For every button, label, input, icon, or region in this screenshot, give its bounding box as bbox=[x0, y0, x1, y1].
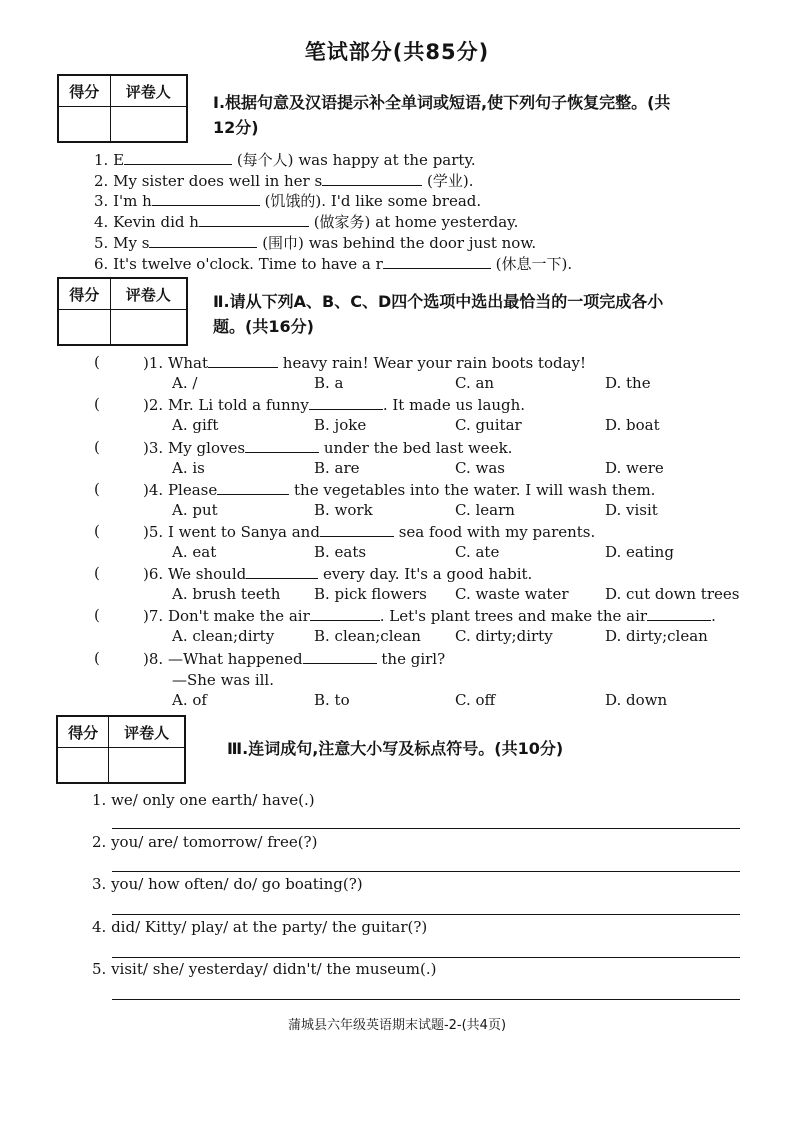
score-label: 得分 bbox=[58, 75, 110, 107]
answer-line[interactable] bbox=[112, 999, 740, 1000]
grader-cell[interactable] bbox=[110, 310, 187, 346]
grader-cell[interactable] bbox=[110, 107, 187, 143]
answer-line[interactable] bbox=[112, 957, 740, 958]
grader-label: 评卷人 bbox=[110, 75, 187, 107]
option-d[interactable]: D. eating bbox=[605, 543, 674, 561]
item-prefix: My sister does well in her s bbox=[113, 172, 323, 190]
s3-item-1: 1. we/ only one earth/ have(.) bbox=[92, 791, 315, 809]
question-prefix: —What happened bbox=[167, 650, 303, 668]
option-b[interactable]: B. work bbox=[314, 501, 373, 519]
item-prefix: E bbox=[113, 151, 125, 169]
question-prefix: Mr. Li told a funny bbox=[167, 396, 309, 414]
item-prefix: Kevin did h bbox=[113, 213, 199, 231]
section2-heading bbox=[213, 289, 663, 339]
section1-heading-line2: 12分) bbox=[213, 118, 259, 137]
chinese-hint: (休息一下) bbox=[495, 255, 568, 273]
s1-item-4 bbox=[94, 212, 518, 232]
page-footer: 蒲城县六年级英语期末试题-2-(共4页) bbox=[287, 1018, 507, 1033]
section2-heading-line1: Ⅱ.请从下列A、B、C、D四个选项中选出最恰当的一项完成各小 bbox=[213, 292, 664, 311]
option-b[interactable]: B. joke bbox=[314, 416, 367, 434]
section1-heading-line1: Ⅰ.根据句意及汉语提示补全单词或短语,使下列句子恢复完整。(共 bbox=[213, 93, 671, 112]
chinese-hint: (学业) bbox=[426, 172, 469, 190]
answer-blank[interactable] bbox=[246, 564, 318, 579]
answer-line[interactable] bbox=[112, 914, 740, 915]
item-number: 1. bbox=[94, 151, 109, 169]
answer-blank[interactable] bbox=[647, 606, 711, 621]
question-number: )8. bbox=[143, 650, 164, 668]
question-prefix: We should bbox=[167, 565, 247, 583]
option-c[interactable]: C. learn bbox=[455, 501, 515, 519]
option-b[interactable]: B. are bbox=[314, 459, 360, 477]
question-number: )7. bbox=[143, 607, 164, 625]
option-a[interactable]: A. / bbox=[172, 374, 198, 392]
score-box-1 bbox=[57, 74, 188, 143]
s3-item-5: 5. visit/ she/ yesterday/ didn't/ the museum(.) bbox=[92, 960, 437, 978]
answer-paren[interactable]: ( bbox=[94, 564, 100, 582]
s2-question-2 bbox=[143, 395, 525, 415]
answer-paren[interactable]: ( bbox=[94, 480, 100, 498]
option-c[interactable]: C. dirty;dirty bbox=[455, 627, 553, 645]
item-prefix: My s bbox=[113, 234, 150, 252]
option-c[interactable]: C. was bbox=[455, 459, 505, 477]
answer-blank[interactable] bbox=[149, 233, 257, 248]
option-b[interactable]: B. eats bbox=[314, 543, 367, 561]
question-suffix: the girl? bbox=[381, 650, 446, 668]
answer-paren[interactable]: ( bbox=[94, 522, 100, 540]
s3-item-2: 2. you/ are/ tomorrow/ free(?) bbox=[92, 833, 318, 851]
option-d[interactable]: D. down bbox=[605, 691, 668, 709]
grader-cell[interactable] bbox=[109, 748, 185, 784]
question-prefix: What bbox=[167, 354, 209, 372]
question-number: )2. bbox=[143, 396, 164, 414]
answer-paren[interactable]: ( bbox=[94, 606, 100, 624]
score-box-3 bbox=[56, 715, 186, 784]
option-c[interactable]: C. guitar bbox=[455, 416, 522, 434]
chinese-hint: (做家务) bbox=[313, 213, 371, 231]
chinese-hint: (围巾) bbox=[262, 234, 304, 252]
answer-blank[interactable] bbox=[383, 254, 491, 269]
item-number: 5. bbox=[94, 234, 109, 252]
item-suffix: . I'd like some bread. bbox=[321, 192, 482, 210]
item-number: 3. bbox=[94, 192, 109, 210]
option-c[interactable]: C. off bbox=[455, 691, 496, 709]
answer-paren[interactable]: ( bbox=[94, 438, 100, 456]
grader-label: 评卷人 bbox=[109, 716, 185, 748]
answer-blank[interactable] bbox=[320, 522, 394, 537]
score-box-2 bbox=[57, 277, 188, 346]
s2-question-6 bbox=[143, 564, 532, 584]
option-c[interactable]: C. an bbox=[455, 374, 495, 392]
option-a[interactable]: A. clean;dirty bbox=[172, 627, 275, 645]
answer-blank[interactable] bbox=[322, 171, 422, 186]
item-number: 4. bbox=[94, 213, 109, 231]
question-prefix: Please bbox=[167, 481, 218, 499]
answer-paren[interactable]: ( bbox=[94, 649, 100, 667]
question-number: )5. bbox=[143, 523, 164, 541]
page-title: 笔试部分(共85分) bbox=[304, 40, 490, 64]
question-suffix: under the bed last week. bbox=[323, 439, 513, 457]
s2-question-7 bbox=[143, 606, 716, 626]
s1-item-6 bbox=[94, 254, 572, 274]
item-suffix: . bbox=[567, 255, 573, 273]
score-cell[interactable] bbox=[58, 107, 110, 143]
answer-paren[interactable]: ( bbox=[94, 395, 100, 413]
score-label: 得分 bbox=[57, 716, 109, 748]
question-suffix: the vegetables into the water. I will wash them. bbox=[294, 481, 656, 499]
option-d[interactable]: D. cut down trees bbox=[605, 585, 740, 603]
s2-question-8 bbox=[143, 649, 445, 669]
item-suffix: was happy at the party. bbox=[298, 151, 476, 169]
grader-label: 评卷人 bbox=[110, 278, 187, 310]
option-d[interactable]: D. dirty;clean bbox=[605, 627, 708, 645]
option-b[interactable]: B. to bbox=[314, 691, 350, 709]
question-prefix: Don't make the air bbox=[167, 607, 310, 625]
answer-paren[interactable]: ( bbox=[94, 353, 100, 371]
option-d[interactable]: D. were bbox=[605, 459, 664, 477]
section1-heading bbox=[213, 90, 670, 140]
answer-blank[interactable] bbox=[199, 212, 309, 227]
option-a[interactable]: A. is bbox=[172, 459, 205, 477]
question-number: )3. bbox=[143, 439, 164, 457]
answer-blank[interactable] bbox=[309, 395, 383, 410]
answer-blank[interactable] bbox=[245, 438, 319, 453]
chinese-hint: (每个人) bbox=[236, 151, 294, 169]
s2-question-5 bbox=[143, 522, 595, 542]
s2-question-4 bbox=[143, 480, 655, 500]
s1-item-3 bbox=[94, 191, 481, 211]
question-suffix: . It made us laugh. bbox=[382, 396, 526, 414]
s1-item-1 bbox=[94, 150, 476, 170]
item-suffix: at home yesterday. bbox=[375, 213, 519, 231]
option-d[interactable]: D. visit bbox=[605, 501, 658, 519]
answer-blank[interactable] bbox=[217, 480, 289, 495]
option-a[interactable]: A. brush teeth bbox=[172, 585, 281, 603]
option-d[interactable]: D. boat bbox=[605, 416, 660, 434]
option-c[interactable]: C. ate bbox=[455, 543, 500, 561]
option-a[interactable]: A. put bbox=[172, 501, 218, 519]
option-a[interactable]: A. eat bbox=[172, 543, 217, 561]
option-b[interactable]: B. pick flowers bbox=[314, 585, 427, 603]
option-b[interactable]: B. a bbox=[314, 374, 344, 392]
item-suffix: was behind the door just now. bbox=[308, 234, 537, 252]
item-number: 2. bbox=[94, 172, 109, 190]
s3-item-3: 3. you/ how often/ do/ go boating(?) bbox=[92, 875, 363, 893]
score-cell[interactable] bbox=[58, 310, 110, 346]
s1-item-2 bbox=[94, 171, 473, 191]
question-suffix: every day. It's a good habit. bbox=[323, 565, 533, 583]
answer-blank[interactable] bbox=[208, 353, 278, 368]
score-label: 得分 bbox=[58, 278, 110, 310]
s2-question-8-reply: —She was ill. bbox=[172, 671, 274, 689]
answer-blank[interactable] bbox=[152, 191, 260, 206]
section3-heading: Ⅲ.连词成句,注意大小写及标点符号。(共10分) bbox=[227, 739, 564, 758]
option-d[interactable]: D. the bbox=[605, 374, 651, 392]
question-suffix: heavy rain! Wear your rain boots today! bbox=[282, 354, 587, 372]
question-prefix: I went to Sanya and bbox=[167, 523, 320, 541]
answer-blank[interactable] bbox=[124, 150, 232, 165]
question-prefix: My gloves bbox=[167, 439, 246, 457]
item-number: 6. bbox=[94, 255, 109, 273]
option-a[interactable]: A. of bbox=[172, 691, 207, 709]
item-suffix: . bbox=[468, 172, 474, 190]
s2-question-1 bbox=[143, 353, 586, 373]
s3-item-4: 4. did/ Kitty/ play/ at the party/ the guitar(?) bbox=[92, 918, 428, 936]
question-number: )6. bbox=[143, 565, 164, 583]
score-cell[interactable] bbox=[57, 748, 109, 784]
s1-item-5 bbox=[94, 233, 536, 253]
question-number: )4. bbox=[143, 481, 164, 499]
answer-blank[interactable] bbox=[303, 649, 377, 664]
question-number: )1. bbox=[143, 354, 164, 372]
s2-question-3 bbox=[143, 438, 512, 458]
item-prefix: I'm h bbox=[113, 192, 152, 210]
answer-line[interactable] bbox=[112, 871, 740, 872]
item-prefix: It's twelve o'clock. Time to have a r bbox=[113, 255, 383, 273]
option-a[interactable]: A. gift bbox=[172, 416, 219, 434]
chinese-hint: (饥饿的) bbox=[264, 192, 322, 210]
option-c[interactable]: C. waste water bbox=[455, 585, 569, 603]
answer-line[interactable] bbox=[112, 828, 740, 829]
option-b[interactable]: B. clean;clean bbox=[314, 627, 421, 645]
question-suffix: sea food with my parents. bbox=[398, 523, 596, 541]
answer-blank[interactable] bbox=[310, 606, 380, 621]
question-tail: . bbox=[711, 607, 716, 625]
question-suffix: . Let's plant trees and make the air bbox=[379, 607, 648, 625]
section2-heading-line2: 题。(共16分) bbox=[213, 317, 314, 336]
